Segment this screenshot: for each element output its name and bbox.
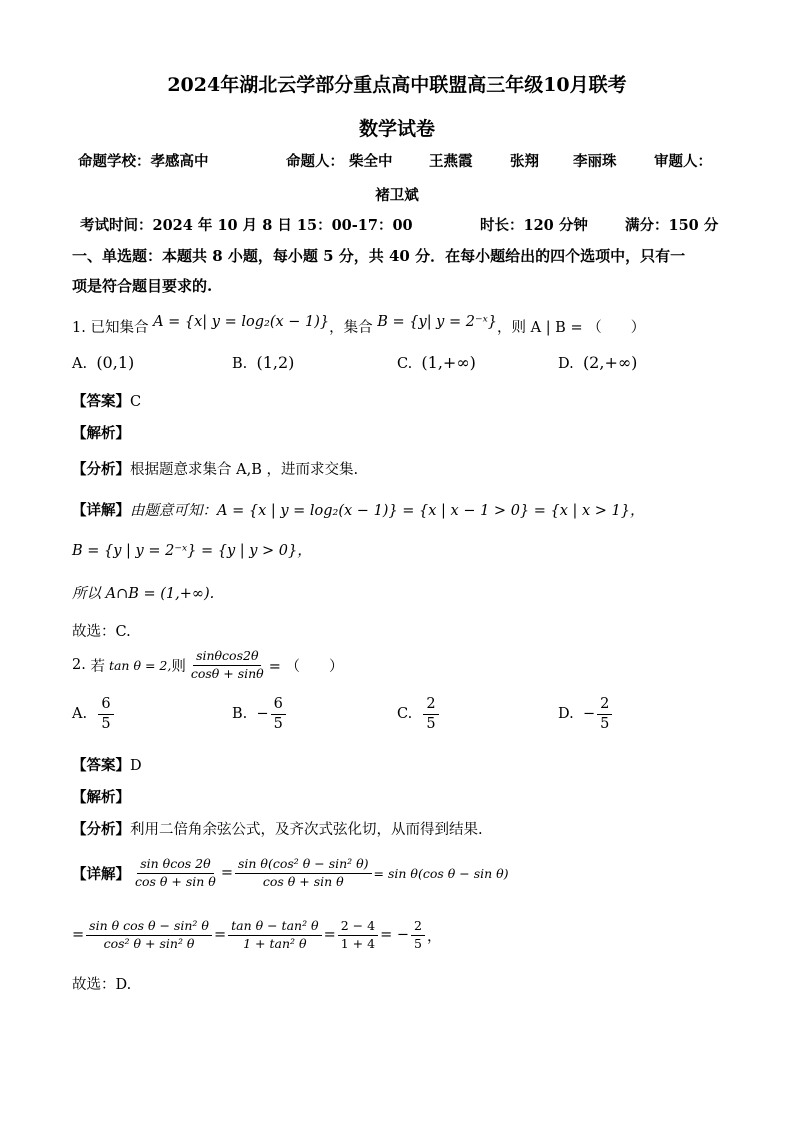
q1-fenxi: 【分析】根据题意求集合 A,B ，进而求交集. <box>72 461 359 478</box>
q1-detail-line3: 所以 A∩B = (1,+∞). <box>72 586 215 602</box>
q1-option-a: A. (0,1) <box>72 353 135 372</box>
q1-number: 1. <box>72 320 86 336</box>
q2-option-d: D. − $\frac{2}{5}$ <box>558 696 614 732</box>
question-2 <box>72 646 343 684</box>
q1-choose: 故选：C. <box>72 624 131 640</box>
q2-analysis-label: 【解析】 <box>72 789 130 806</box>
q1-analysis-label: 【解析】 <box>72 425 130 442</box>
q2-answer: 【答案】D <box>72 757 142 774</box>
q1-suffix: ，则 A | B = （ ） <box>497 320 646 336</box>
q1-option-b: B. (1,2) <box>232 353 295 372</box>
q2-number: 2. <box>72 657 86 673</box>
q1-set-a: A = {x| y = log₂(x − 1)} <box>153 314 330 330</box>
q2-option-b: B. − $\frac{6}{5}$ <box>232 696 288 732</box>
author-3: 张翔 <box>510 153 539 170</box>
exam-duration: 时长：120 分钟 <box>480 217 588 234</box>
author-label: 命题人： <box>286 153 344 170</box>
q2-condition: tan θ = 2, <box>108 657 172 673</box>
q1-detail-line1: 【详解】由题意可知：A = {x | y = log₂(x − 1)} = {x | x − 1 > 0} = {x | x > 1}， <box>72 502 645 519</box>
section-heading-line2: 项是符合题目要求的. <box>72 277 213 295</box>
reviewer-name: 褚卫斌 <box>375 187 419 204</box>
section-heading-line1: 一、单选题：本题共 8 小题，每小题 5 分，共 40 分．在每小题给出的四个选项中，只有一 <box>72 247 686 265</box>
q2-fraction: $\frac{\sin\theta\cos 2\theta}{\cos\theta + \sin\theta}$ <box>190 648 264 681</box>
q2-choose: 故选：D. <box>72 977 132 993</box>
q2-fenxi: 【分析】利用二倍角余弦公式，及齐次式弦化切，从而得到结果. <box>72 821 483 838</box>
q1-option-d: D. (2,+∞) <box>558 353 638 372</box>
reviewer-label: 审题人： <box>654 153 712 170</box>
school-info: 命题学校：孝感高中 <box>78 153 209 170</box>
q2-detail-line2: = $\frac{\text{sin θ cos θ − sin² θ}}{\text{cos² θ + sin² θ}}$ = $\frac{\text{tan θ − tan² θ}}{\text{1 + tan² θ}}$ = $\frac{2 - 4}{1 + 4}$ = − $\frac{2}{5}$ ， <box>72 918 442 951</box>
q2-prefix: 若 <box>90 658 105 675</box>
q2-suffix: = （ ） <box>268 658 344 675</box>
exam-subtitle: 数学试卷 <box>358 118 435 140</box>
author-2: 王燕霞 <box>429 153 473 170</box>
exam-time: 考试时间：2024 年 10 月 8 日 15：00-17：00 <box>80 217 413 234</box>
q1-answer: 【答案】C <box>72 393 142 410</box>
full-score: 满分：150 分 <box>625 217 719 234</box>
q2-option-a: A. $\frac{6}{5}$ <box>72 696 116 732</box>
q1-detail-line2: B = {y | y = 2⁻ˣ} = {y | y > 0}， <box>72 543 312 559</box>
question-1 <box>72 316 645 337</box>
author-4: 李丽珠 <box>573 153 617 170</box>
q1-mid: ，集合 <box>329 320 373 336</box>
exam-title: 2024年湖北云学部分重点高中联盟高三年级10月联考 <box>167 74 627 96</box>
q2-then: 则 <box>171 658 186 675</box>
q1-option-c: C. (1,+∞) <box>397 353 476 372</box>
q2-option-c: C. $\frac{2}{5}$ <box>397 696 441 732</box>
q1-set-b: B = {y| y = 2⁻ˣ} <box>377 314 497 330</box>
q1-prefix: 已知集合 <box>90 320 149 336</box>
author-1: 柴全中 <box>349 153 393 170</box>
q2-detail-line1: 【详解】 $\frac{\text{sin θcos 2θ}}{\text{cos θ + sin θ}}$ = $\frac{\text{sin θ(cos² θ − sin² θ)}}{\text{cos θ + sin θ}}$ = sin θ(cos θ − sin θ) <box>72 856 509 889</box>
